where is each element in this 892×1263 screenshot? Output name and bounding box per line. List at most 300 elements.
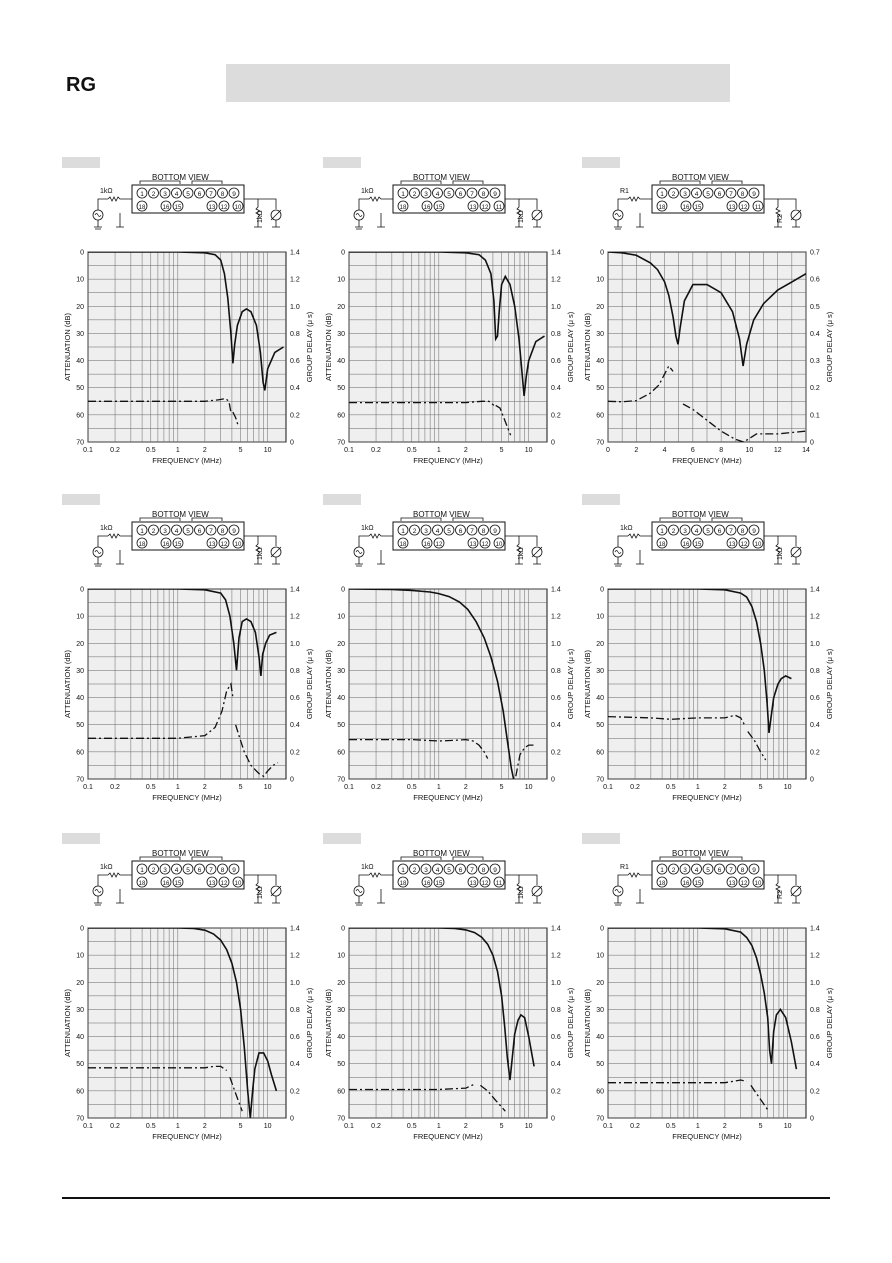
y-right-tick-label: 1.0 [290,979,300,987]
x-tick-label: 0.2 [371,447,381,454]
pin-label: 7 [209,867,213,874]
bottom-view-label: BOTTOM VIEW [152,510,209,519]
pin-label: 7 [729,191,733,198]
y-right-tick-label: 1.0 [290,303,300,311]
y-left-tick-label: 30 [337,667,345,675]
ground-icon [272,896,280,903]
circuit-diagram [613,849,801,905]
y-right-tick-label: 0.6 [810,695,820,703]
y-left-axis-label: ATTENUATION (dB) [583,988,592,1058]
pin-label: 10 [234,205,242,211]
chart-svg [62,494,322,819]
pin-label: 1 [401,528,405,535]
x-tick-label: 10 [263,1123,272,1130]
y-left-tick-label: 30 [337,330,345,338]
x-tick-label: 2 [463,447,468,454]
pin-label: 1 [660,867,664,874]
wire [618,875,628,886]
x-tick-label: 1 [175,1123,180,1130]
source-resistor-icon [108,197,132,201]
sine-wave-icon [95,214,101,217]
pin-label: 12 [220,881,228,887]
y-right-tick-label: 1.4 [290,249,300,257]
pin-label: 4 [174,191,179,198]
y-right-tick-label: 1.2 [290,613,300,621]
y-left-tick-label: 30 [76,667,84,675]
pin-label: 10 [495,542,503,548]
x-tick-label: 0.5 [406,1123,417,1130]
pin-label: 11 [495,205,503,211]
pin-label: 12 [481,205,489,211]
pin-label: 9 [493,191,497,198]
ground-icon [533,896,541,903]
x-tick-label: 1 [436,1123,441,1130]
pin-label: 3 [424,191,428,198]
load-resistor-label: 1kΩ [777,547,784,560]
ground-icon [614,896,622,905]
x-tick-label: 0.1 [344,784,354,791]
x-tick-label: 5 [238,447,243,454]
y-right-tick-label: 0.4 [551,722,561,730]
source-resistor-icon [628,534,652,538]
chart-area [63,926,314,1142]
y-left-tick-label: 70 [596,1115,604,1123]
pin-label: 13 [728,205,736,211]
y-left-tick-label: 20 [596,303,604,311]
circuit-diagram [613,510,801,566]
y-right-tick-label: 0.4 [551,385,561,393]
x-tick-label: 12 [773,447,782,454]
pin-label: 4 [694,191,699,198]
y-right-tick-label: 1.4 [551,925,561,933]
y-right-tick-label: 0.4 [290,722,300,730]
y-left-tick-label: 70 [337,776,345,784]
wire [359,536,369,547]
pin-label: 9 [232,867,236,874]
y-right-tick-label: 1.4 [551,586,561,594]
y-right-tick-label: 0.2 [551,749,561,757]
circuit-diagram [354,849,542,905]
y-left-tick-label: 50 [337,385,345,393]
x-axis-label: FREQUENCY (MHz) [413,793,483,802]
x-tick-label: 2 [722,1123,727,1130]
y-left-tick-label: 60 [76,412,84,420]
ground-icon [636,889,644,903]
pin-label: 5 [706,191,710,198]
pin-label: 13 [469,205,477,211]
chart-svg [582,157,842,482]
x-tick-label: 5 [499,447,504,454]
x-tick-label: 0.2 [110,447,120,454]
pin-label: 4 [174,528,179,535]
wire [519,199,537,209]
pin-label: 2 [671,528,676,535]
pin-label: 4 [435,191,440,198]
y-right-tick-label: 0.6 [290,695,300,703]
y-right-tick-label: 0.4 [290,385,300,393]
pin-label: 7 [729,867,733,874]
pin-label: 2 [412,867,417,874]
pin-label: 6 [458,191,463,198]
y-left-tick-label: 60 [76,749,84,757]
load-resistor-label: 1kΩ [257,210,264,223]
bottom-view-label: BOTTOM VIEW [672,849,729,858]
circuit-diagram [613,173,801,229]
pin-label: 18 [138,205,146,211]
x-tick-label: 2 [463,784,468,791]
chart-panel-2 [323,157,583,482]
pin-label: 4 [435,867,440,874]
y-left-tick-label: 40 [596,695,604,703]
pin-label: 6 [197,528,202,535]
y-left-tick-label: 70 [596,776,604,784]
pin-label: 16 [162,542,170,548]
ground-icon [636,550,644,564]
chart-svg [582,494,842,819]
y-right-tick-label: 1.4 [290,586,300,594]
pin-label: 15 [174,542,182,548]
y-left-tick-label: 40 [76,358,84,366]
pin-label: 6 [458,528,463,535]
y-left-tick-label: 40 [596,1034,604,1042]
pin-label: 15 [694,205,702,211]
y-left-tick-label: 0 [600,925,604,933]
chart-svg [62,833,322,1158]
circuit-diagram [93,510,281,566]
source-resistor-label: 1kΩ [100,864,113,871]
chart-panel-3 [582,157,842,482]
x-axis-label: FREQUENCY (MHz) [672,793,742,802]
sine-wave-icon [356,551,362,554]
pin-label: 8 [481,191,486,198]
sine-wave-icon [615,551,621,554]
y-left-tick-label: 0 [80,925,84,933]
pin-label: 13 [208,542,216,548]
pin-label: 9 [232,528,236,535]
pin-label: 6 [717,191,722,198]
pin-label: 8 [481,867,486,874]
y-right-tick-label: 0.8 [810,1006,820,1014]
pin-label: 13 [728,542,736,548]
ground-icon [94,220,102,229]
x-tick-label: 10 [524,1123,533,1130]
pin-label: 16 [682,205,690,211]
pin-label: 6 [197,867,202,874]
x-tick-label: 10 [783,1123,792,1130]
pin-label: 3 [424,867,428,874]
y-left-axis-label: ATTENUATION (dB) [63,649,72,719]
y-left-axis-label: ATTENUATION (dB) [324,312,333,382]
pin-label: 10 [234,542,242,548]
y-left-tick-label: 50 [337,722,345,730]
y-right-tick-label: 1.0 [551,303,561,311]
y-right-tick-label: 0.8 [810,667,820,675]
chart-svg [323,494,583,819]
x-axis-label: FREQUENCY (MHz) [152,793,222,802]
ground-icon [116,213,124,227]
y-right-tick-label: 0.2 [290,1088,300,1096]
pin-label: 9 [493,528,497,535]
y-left-tick-label: 10 [337,276,345,284]
y-left-tick-label: 20 [337,640,345,648]
y-right-tick-label: 0 [290,1115,294,1123]
pin-label: 4 [694,867,699,874]
x-tick-label: 8 [719,447,724,454]
y-left-tick-label: 30 [596,330,604,338]
x-tick-label: 0.5 [145,784,156,791]
chart-svg [582,833,842,1158]
wire [618,199,628,210]
pin-label: 12 [740,205,748,211]
y-left-axis-label: ATTENUATION (dB) [583,312,592,382]
pin-label: 13 [728,881,736,887]
chart-panel-8 [323,833,583,1158]
x-axis-label: FREQUENCY (MHz) [672,1132,742,1141]
y-right-tick-label: 0 [551,776,555,784]
pin-label: 16 [423,205,431,211]
x-tick-label: 10 [783,784,792,791]
pin-label: 15 [435,881,443,887]
bottom-view-label: BOTTOM VIEW [152,173,209,182]
wire [778,199,796,209]
y-left-axis-label: ATTENUATION (dB) [324,649,333,719]
y-left-tick-label: 20 [596,640,604,648]
wire [98,199,108,210]
y-left-tick-label: 0 [600,249,604,257]
pin-label: 11 [495,881,503,887]
pin-label: 18 [138,542,146,548]
y-left-tick-label: 0 [80,249,84,257]
x-tick-label: 10 [263,784,272,791]
y-right-tick-label: 0 [810,1115,814,1123]
x-tick-label: 10 [745,447,754,454]
pin-label: 1 [660,528,664,535]
chart-panel-7 [62,833,322,1158]
pin-label: 1 [401,867,405,874]
pin-label: 8 [740,528,745,535]
x-tick-label: 0.1 [344,447,354,454]
x-tick-label: 10 [524,447,533,454]
chart-area [324,250,575,466]
pin-label: 5 [186,191,190,198]
y-left-tick-label: 10 [76,952,84,960]
y-left-tick-label: 20 [337,979,345,987]
pin-label: 5 [706,528,710,535]
chart-svg [323,833,583,1158]
pin-label: 10 [754,881,762,887]
wire [359,199,369,210]
y-right-tick-label: 1.2 [290,276,300,284]
sine-wave-icon [615,214,621,217]
x-tick-label: 5 [238,1123,243,1130]
pin-label: 9 [752,867,756,874]
pin-label: 12 [220,205,228,211]
x-tick-label: 5 [758,1123,763,1130]
sine-wave-icon [356,214,362,217]
ground-icon [533,557,541,564]
x-tick-label: 0.2 [630,784,640,791]
load-resistor-label: 1kΩ [518,547,525,560]
y-left-tick-label: 10 [596,952,604,960]
chart-area [324,587,575,803]
pin-label: 7 [209,191,213,198]
y-left-tick-label: 50 [76,1061,84,1069]
sine-wave-icon [95,890,101,893]
ground-icon [792,557,800,564]
y-left-tick-label: 40 [596,358,604,366]
x-tick-label: 5 [499,784,504,791]
x-tick-label: 5 [238,784,243,791]
y-right-tick-label: 0.2 [551,412,561,420]
ground-icon [355,896,363,905]
source-resistor-label: 1kΩ [100,525,113,532]
pin-label: 11 [754,205,762,211]
ground-icon [377,550,385,564]
source-resistor-icon [369,197,393,201]
pin-label: 13 [469,542,477,548]
load-resistor-label: R2 [777,890,784,899]
ground-icon [377,213,385,227]
pin-label: 3 [683,867,687,874]
y-right-tick-label: 0.2 [290,749,300,757]
pin-label: 5 [447,867,451,874]
y-right-tick-label: 1.2 [551,276,561,284]
pin-label: 2 [412,191,417,198]
y-left-tick-label: 60 [337,412,345,420]
pin-label: 5 [447,191,451,198]
pin-label: 3 [683,191,687,198]
y-right-tick-label: 0.6 [551,358,561,366]
y-right-tick-label: 0.6 [290,358,300,366]
y-right-tick-label: 1.4 [810,586,820,594]
pin-label: 3 [424,528,428,535]
wire [778,875,796,885]
source-resistor-icon [628,873,652,877]
ground-icon [272,557,280,564]
x-tick-label: 0.2 [630,1123,640,1130]
pin-label: 2 [151,528,156,535]
pin-label: 5 [186,528,190,535]
y-left-tick-label: 50 [76,722,84,730]
pin-label: 4 [694,528,699,535]
y-left-tick-label: 0 [80,586,84,594]
y-right-tick-label: 0.7 [810,249,820,257]
y-right-tick-label: 0.2 [290,412,300,420]
chart-area [63,250,314,466]
y-right-tick-label: 0.6 [290,1034,300,1042]
x-tick-label: 0.2 [371,1123,381,1130]
chart-svg [62,157,322,482]
y-right-axis-label: GROUP DELAY (μ s) [566,987,575,1059]
source-resistor-label: 1kΩ [100,188,113,195]
source-resistor-label: 1kΩ [361,188,374,195]
y-right-tick-label: 0.2 [551,1088,561,1096]
pin-label: 9 [232,191,236,198]
load-resistor-label: R2 [777,214,784,223]
pin-label: 13 [208,205,216,211]
source-resistor-label: 1kΩ [361,525,374,532]
wire [519,875,537,885]
y-left-tick-label: 30 [76,1006,84,1014]
source-resistor-label: R1 [620,864,629,871]
y-left-tick-label: 10 [337,613,345,621]
ground-icon [94,896,102,905]
ground-icon [614,220,622,229]
y-left-tick-label: 20 [76,303,84,311]
pin-label: 5 [447,528,451,535]
pin-label: 15 [694,881,702,887]
x-tick-label: 2 [634,447,639,454]
bottom-view-label: BOTTOM VIEW [672,510,729,519]
ground-icon [355,220,363,229]
pin-label: 13 [469,881,477,887]
x-tick-label: 2 [463,1123,468,1130]
x-tick-label: 0.5 [145,1123,156,1130]
circuit-diagram [93,849,281,905]
ground-icon [792,896,800,903]
ground-icon [377,889,385,903]
y-left-tick-label: 20 [76,640,84,648]
x-tick-label: 2 [202,784,207,791]
y-right-axis-label: GROUP DELAY (μ s) [825,987,834,1059]
wire [519,536,537,546]
y-left-tick-label: 60 [337,1088,345,1096]
y-left-tick-label: 20 [337,303,345,311]
pin-label: 6 [717,867,722,874]
y-left-tick-label: 50 [337,1061,345,1069]
pin-label: 2 [412,528,417,535]
x-tick-label: 1 [436,784,441,791]
pin-label: 8 [740,867,745,874]
load-resistor-label: 1kΩ [518,210,525,223]
y-right-tick-label: 0 [551,1115,555,1123]
pin-label: 13 [208,881,216,887]
y-right-tick-label: 0.6 [810,276,820,284]
y-right-tick-label: 1.0 [551,640,561,648]
y-right-tick-label: 0.4 [810,330,820,338]
y-right-axis-label: GROUP DELAY (μ s) [305,648,314,720]
pin-label: 9 [752,191,756,198]
y-right-tick-label: 1.0 [551,979,561,987]
pin-label: 18 [658,881,666,887]
pin-label: 18 [399,542,407,548]
pin-label: 16 [423,881,431,887]
y-left-tick-label: 60 [337,749,345,757]
pin-label: 2 [671,867,676,874]
bottom-view-label: BOTTOM VIEW [413,510,470,519]
pin-label: 5 [186,867,190,874]
x-tick-label: 0.1 [83,784,93,791]
x-tick-label: 14 [802,447,810,454]
pin-label: 1 [140,867,144,874]
y-right-tick-label: 0.3 [810,358,820,366]
ground-icon [636,213,644,227]
y-left-tick-label: 0 [341,249,345,257]
y-right-tick-label: 0.2 [810,1088,820,1096]
source-resistor-label: 1kΩ [361,864,374,871]
pin-label: 15 [694,542,702,548]
x-axis-label: FREQUENCY (MHz) [672,456,742,465]
y-right-tick-label: 1.0 [290,640,300,648]
pin-label: 16 [423,542,431,548]
y-left-axis-label: ATTENUATION (dB) [583,649,592,719]
x-axis-label: FREQUENCY (MHz) [413,1132,483,1141]
y-right-tick-label: 1.2 [810,613,820,621]
y-right-tick-label: 0.6 [551,695,561,703]
chart-panel-6 [582,494,842,819]
y-right-tick-label: 0 [551,439,555,447]
y-left-tick-label: 10 [596,276,604,284]
